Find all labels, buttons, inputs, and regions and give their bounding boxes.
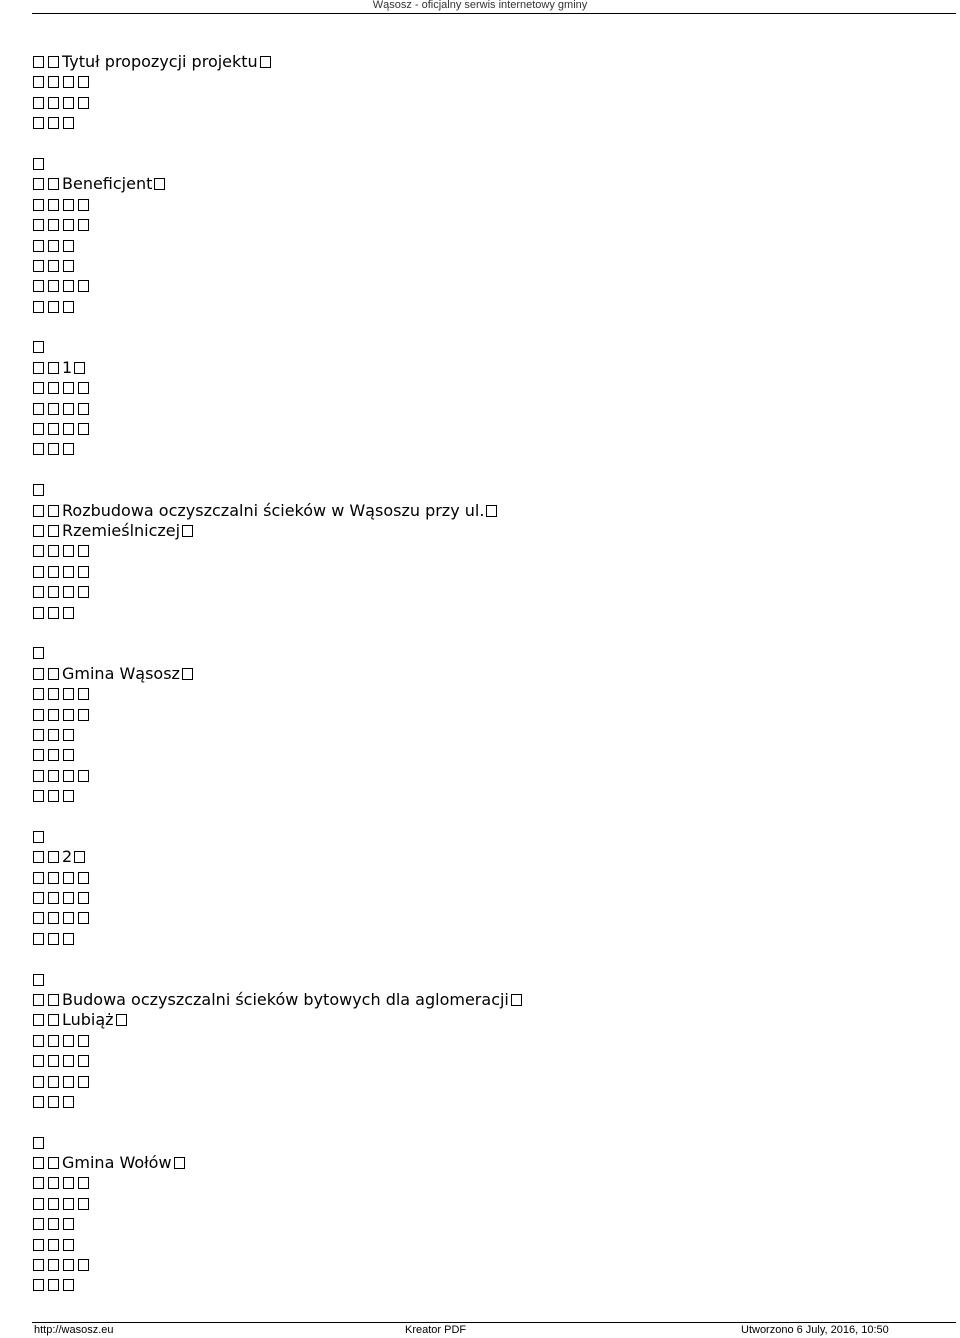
document-line <box>33 705 933 725</box>
blank-line <box>33 949 933 969</box>
document-line <box>33 582 933 602</box>
missing-glyph-box-icon <box>33 1198 44 1210</box>
missing-glyph-box-icon <box>48 1218 59 1230</box>
missing-glyph-box-icon <box>78 545 89 557</box>
missing-glyph-box-icon <box>48 178 59 190</box>
document-line <box>33 1031 933 1051</box>
missing-glyph-box-icon <box>78 219 89 231</box>
document-line <box>33 378 933 398</box>
document-line <box>33 501 933 521</box>
missing-glyph-box-icon <box>33 1279 44 1291</box>
missing-glyph-box-icon <box>33 709 44 721</box>
blank-line <box>33 623 933 643</box>
document-line <box>33 562 933 582</box>
missing-glyph-box-icon <box>78 382 89 394</box>
missing-glyph-box-icon <box>63 1198 74 1210</box>
missing-glyph-box-icon <box>63 76 74 88</box>
document-line <box>33 72 933 92</box>
missing-glyph-box-icon <box>48 362 59 374</box>
document-line <box>33 725 933 745</box>
missing-glyph-box-icon <box>33 301 44 313</box>
missing-glyph-box-icon <box>63 301 74 313</box>
footer-divider <box>32 1322 956 1323</box>
missing-glyph-box-icon <box>182 668 193 680</box>
missing-glyph-box-icon <box>48 1076 59 1088</box>
missing-glyph-box-icon <box>78 872 89 884</box>
line-text: Rzemieślniczej <box>62 520 181 540</box>
missing-glyph-box-icon <box>48 97 59 109</box>
missing-glyph-box-icon <box>33 505 44 517</box>
missing-glyph-box-icon <box>78 423 89 435</box>
document-line <box>33 297 933 317</box>
document-line <box>33 1275 933 1295</box>
missing-glyph-box-icon <box>63 97 74 109</box>
document-line <box>33 93 933 113</box>
missing-glyph-box-icon <box>33 423 44 435</box>
missing-glyph-box-icon <box>48 607 59 619</box>
missing-glyph-box-icon <box>48 688 59 700</box>
missing-glyph-box-icon <box>48 1035 59 1047</box>
missing-glyph-box-icon <box>78 403 89 415</box>
document-line <box>33 908 933 928</box>
missing-glyph-box-icon <box>48 872 59 884</box>
document-line <box>33 1072 933 1092</box>
missing-glyph-box-icon <box>33 912 44 924</box>
document-line <box>33 888 933 908</box>
header-divider <box>32 13 956 14</box>
document-line <box>33 1051 933 1071</box>
missing-glyph-box-icon <box>33 158 44 170</box>
missing-glyph-box-icon <box>78 1259 89 1271</box>
missing-glyph-box-icon <box>63 872 74 884</box>
missing-glyph-box-icon <box>33 1239 44 1251</box>
missing-glyph-box-icon <box>33 647 44 659</box>
missing-glyph-box-icon <box>33 1177 44 1189</box>
document-line <box>33 1255 933 1275</box>
missing-glyph-box-icon <box>33 1259 44 1271</box>
missing-glyph-box-icon <box>33 382 44 394</box>
missing-glyph-box-icon <box>78 709 89 721</box>
document-line <box>33 1133 933 1153</box>
document-line <box>33 358 933 378</box>
missing-glyph-box-icon <box>48 1198 59 1210</box>
missing-glyph-box-icon <box>116 1014 127 1026</box>
missing-glyph-box-icon <box>48 443 59 455</box>
missing-glyph-box-icon <box>48 1279 59 1291</box>
blank-line <box>33 317 933 337</box>
missing-glyph-box-icon <box>33 607 44 619</box>
missing-glyph-box-icon <box>63 1055 74 1067</box>
missing-glyph-box-icon <box>63 912 74 924</box>
missing-glyph-box-icon <box>33 1035 44 1047</box>
missing-glyph-box-icon <box>33 178 44 190</box>
missing-glyph-box-icon <box>48 933 59 945</box>
document-line <box>33 419 933 439</box>
document-line <box>33 521 933 541</box>
missing-glyph-box-icon <box>33 280 44 292</box>
missing-glyph-box-icon <box>48 566 59 578</box>
blank-line <box>33 1112 933 1132</box>
missing-glyph-box-icon <box>33 1014 44 1026</box>
document-line <box>33 929 933 949</box>
missing-glyph-box-icon <box>63 403 74 415</box>
missing-glyph-box-icon <box>33 219 44 231</box>
missing-glyph-box-icon <box>260 56 271 68</box>
missing-glyph-box-icon <box>33 974 44 986</box>
missing-glyph-box-icon <box>48 912 59 924</box>
missing-glyph-box-icon <box>48 301 59 313</box>
missing-glyph-box-icon <box>63 1239 74 1251</box>
missing-glyph-box-icon <box>48 199 59 211</box>
document-line <box>33 276 933 296</box>
document-line <box>33 337 933 357</box>
missing-glyph-box-icon <box>33 1157 44 1169</box>
missing-glyph-box-icon <box>63 933 74 945</box>
missing-glyph-box-icon <box>48 260 59 272</box>
document-line <box>33 643 933 663</box>
missing-glyph-box-icon <box>63 1279 74 1291</box>
line-text: Gmina Wołów <box>62 1153 172 1173</box>
missing-glyph-box-icon <box>48 892 59 904</box>
missing-glyph-box-icon <box>63 443 74 455</box>
missing-glyph-box-icon <box>78 199 89 211</box>
document-line <box>33 439 933 459</box>
missing-glyph-box-icon <box>48 382 59 394</box>
document-line <box>33 174 933 194</box>
missing-glyph-box-icon <box>63 117 74 129</box>
missing-glyph-box-icon <box>48 423 59 435</box>
line-text: Lubiąż <box>62 1010 114 1030</box>
missing-glyph-box-icon <box>48 1055 59 1067</box>
missing-glyph-box-icon <box>174 1157 185 1169</box>
missing-glyph-box-icon <box>63 892 74 904</box>
missing-glyph-box-icon <box>63 586 74 598</box>
document-line <box>33 990 933 1010</box>
footer-created-date: Utworzono 6 July, 2016, 10:50 <box>741 1324 889 1336</box>
missing-glyph-box-icon <box>78 1035 89 1047</box>
footer-creator: Kreator PDF <box>405 1324 467 1336</box>
missing-glyph-box-icon <box>48 117 59 129</box>
missing-glyph-box-icon <box>63 688 74 700</box>
missing-glyph-box-icon <box>48 790 59 802</box>
missing-glyph-box-icon <box>33 1218 44 1230</box>
missing-glyph-box-icon <box>33 260 44 272</box>
missing-glyph-box-icon <box>48 76 59 88</box>
missing-glyph-box-icon <box>33 1076 44 1088</box>
line-text: Rozbudowa oczyszczalni ścieków w Wąsoszu przy ul. <box>62 500 485 520</box>
missing-glyph-box-icon <box>48 403 59 415</box>
missing-glyph-box-icon <box>63 1076 74 1088</box>
document-line <box>33 745 933 765</box>
missing-glyph-box-icon <box>78 912 89 924</box>
document-line <box>33 399 933 419</box>
missing-glyph-box-icon <box>63 545 74 557</box>
missing-glyph-box-icon <box>63 240 74 252</box>
missing-glyph-box-icon <box>63 219 74 231</box>
missing-glyph-box-icon <box>33 362 44 374</box>
missing-glyph-box-icon <box>33 831 44 843</box>
document-line <box>33 684 933 704</box>
line-text: Gmina Wąsosz <box>62 663 180 683</box>
document-line <box>33 236 933 256</box>
missing-glyph-box-icon <box>63 280 74 292</box>
missing-glyph-box-icon <box>48 525 59 537</box>
document-line <box>33 868 933 888</box>
missing-glyph-box-icon <box>48 729 59 741</box>
missing-glyph-box-icon <box>33 994 44 1006</box>
missing-glyph-box-icon <box>63 423 74 435</box>
missing-glyph-box-icon <box>63 260 74 272</box>
footer-url: http://wasosz.eu <box>34 1324 114 1336</box>
missing-glyph-box-icon <box>74 851 85 863</box>
missing-glyph-box-icon <box>78 566 89 578</box>
missing-glyph-box-icon <box>63 607 74 619</box>
missing-glyph-box-icon <box>78 280 89 292</box>
missing-glyph-box-icon <box>33 749 44 761</box>
missing-glyph-box-icon <box>63 729 74 741</box>
missing-glyph-box-icon <box>33 851 44 863</box>
missing-glyph-box-icon <box>63 382 74 394</box>
line-text: 2 <box>62 847 73 867</box>
missing-glyph-box-icon <box>48 770 59 782</box>
missing-glyph-box-icon <box>78 586 89 598</box>
missing-glyph-box-icon <box>63 1035 74 1047</box>
missing-glyph-box-icon <box>33 341 44 353</box>
missing-glyph-box-icon <box>48 1177 59 1189</box>
missing-glyph-box-icon <box>63 770 74 782</box>
document-line <box>33 1153 933 1173</box>
missing-glyph-box-icon <box>48 280 59 292</box>
missing-glyph-box-icon <box>78 892 89 904</box>
missing-glyph-box-icon <box>182 525 193 537</box>
document-line <box>33 786 933 806</box>
missing-glyph-box-icon <box>78 97 89 109</box>
missing-glyph-box-icon <box>63 1177 74 1189</box>
missing-glyph-box-icon <box>48 240 59 252</box>
missing-glyph-box-icon <box>48 668 59 680</box>
document-line <box>33 1092 933 1112</box>
missing-glyph-box-icon <box>78 76 89 88</box>
missing-glyph-box-icon <box>63 566 74 578</box>
missing-glyph-box-icon <box>48 1259 59 1271</box>
missing-glyph-box-icon <box>63 790 74 802</box>
line-text: Tytuł propozycji projektu <box>62 52 258 71</box>
line-text: 1 <box>62 357 73 377</box>
document-line <box>33 256 933 276</box>
document-line <box>33 1214 933 1234</box>
document-line <box>33 766 933 786</box>
missing-glyph-box-icon <box>33 117 44 129</box>
missing-glyph-box-icon <box>33 790 44 802</box>
missing-glyph-box-icon <box>48 1096 59 1108</box>
document-line <box>33 113 933 133</box>
document-line <box>33 603 933 623</box>
blank-line <box>33 134 933 154</box>
document-line <box>33 847 933 867</box>
missing-glyph-box-icon <box>33 1096 44 1108</box>
line-text: Budowa oczyszczalni ścieków bytowych dla aglomeracji <box>62 989 509 1009</box>
missing-glyph-box-icon <box>33 240 44 252</box>
document-body <box>33 52 933 1296</box>
document-line <box>33 541 933 561</box>
missing-glyph-box-icon <box>78 1055 89 1067</box>
missing-glyph-box-icon <box>63 1218 74 1230</box>
document-line <box>33 970 933 990</box>
missing-glyph-box-icon <box>33 872 44 884</box>
blank-line <box>33 806 933 826</box>
missing-glyph-box-icon <box>78 1177 89 1189</box>
missing-glyph-box-icon <box>33 199 44 211</box>
missing-glyph-box-icon <box>511 994 522 1006</box>
missing-glyph-box-icon <box>33 729 44 741</box>
missing-glyph-box-icon <box>33 933 44 945</box>
missing-glyph-box-icon <box>48 1157 59 1169</box>
missing-glyph-box-icon <box>48 56 59 68</box>
missing-glyph-box-icon <box>33 525 44 537</box>
document-line <box>33 480 933 500</box>
missing-glyph-box-icon <box>33 443 44 455</box>
blank-line <box>33 460 933 480</box>
missing-glyph-box-icon <box>78 770 89 782</box>
missing-glyph-box-icon <box>33 586 44 598</box>
document-line <box>33 195 933 215</box>
missing-glyph-box-icon <box>33 484 44 496</box>
missing-glyph-box-icon <box>154 178 165 190</box>
missing-glyph-box-icon <box>33 770 44 782</box>
missing-glyph-box-icon <box>33 1055 44 1067</box>
missing-glyph-box-icon <box>48 1239 59 1251</box>
missing-glyph-box-icon <box>63 709 74 721</box>
document-line <box>33 1010 933 1030</box>
line-text: Beneficjent <box>62 174 153 194</box>
missing-glyph-box-icon <box>63 1259 74 1271</box>
missing-glyph-box-icon <box>33 76 44 88</box>
missing-glyph-box-icon <box>33 56 44 68</box>
missing-glyph-box-icon <box>63 1096 74 1108</box>
missing-glyph-box-icon <box>486 505 497 517</box>
missing-glyph-box-icon <box>78 688 89 700</box>
missing-glyph-box-icon <box>74 362 85 374</box>
document-line <box>33 154 933 174</box>
document-line <box>33 664 933 684</box>
missing-glyph-box-icon <box>48 219 59 231</box>
missing-glyph-box-icon <box>33 403 44 415</box>
missing-glyph-box-icon <box>78 1076 89 1088</box>
missing-glyph-box-icon <box>48 586 59 598</box>
missing-glyph-box-icon <box>48 749 59 761</box>
missing-glyph-box-icon <box>48 994 59 1006</box>
missing-glyph-box-icon <box>48 851 59 863</box>
missing-glyph-box-icon <box>48 709 59 721</box>
document-line <box>33 1194 933 1214</box>
missing-glyph-box-icon <box>33 97 44 109</box>
missing-glyph-box-icon <box>48 545 59 557</box>
missing-glyph-box-icon <box>33 566 44 578</box>
missing-glyph-box-icon <box>78 1198 89 1210</box>
missing-glyph-box-icon <box>48 505 59 517</box>
missing-glyph-box-icon <box>33 1137 44 1149</box>
missing-glyph-box-icon <box>33 545 44 557</box>
document-line <box>33 827 933 847</box>
missing-glyph-box-icon <box>63 199 74 211</box>
missing-glyph-box-icon <box>48 1014 59 1026</box>
site-header-title: Wąsosz - oficjalny serwis internetowy gminy <box>372 0 588 11</box>
missing-glyph-box-icon <box>33 892 44 904</box>
document-line <box>33 215 933 235</box>
document-line <box>33 52 933 72</box>
missing-glyph-box-icon <box>33 668 44 680</box>
document-line <box>33 1235 933 1255</box>
page-footer <box>0 1324 960 1338</box>
document-line <box>33 1173 933 1193</box>
missing-glyph-box-icon <box>33 688 44 700</box>
missing-glyph-box-icon <box>63 749 74 761</box>
